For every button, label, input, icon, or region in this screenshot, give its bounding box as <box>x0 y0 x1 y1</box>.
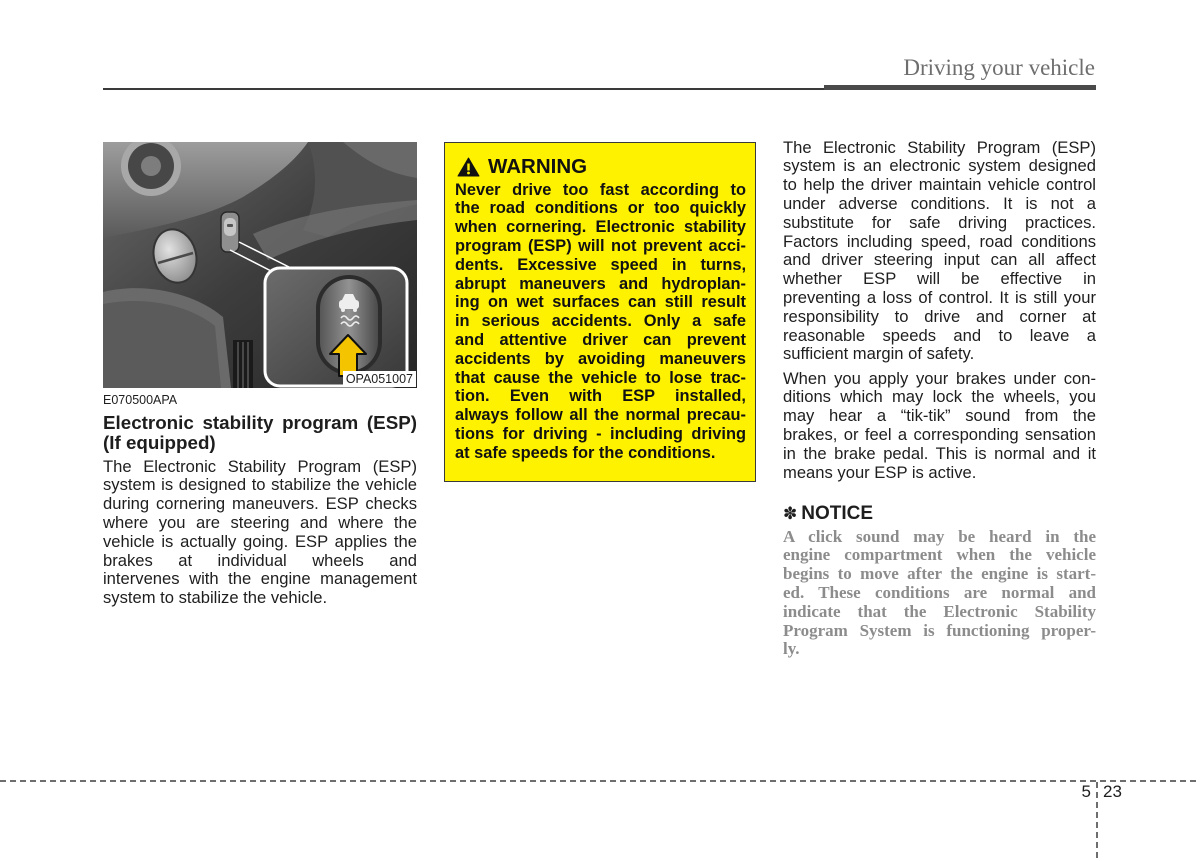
text-line: responsibility to drive and corner at <box>783 306 1096 326</box>
notice-line: begins to move after the engine is start- <box>783 564 1096 584</box>
text-line: The Electronic Stability Program (ESP) <box>103 456 417 476</box>
text-line: vehicle is actually going. ESP applies the <box>103 531 417 551</box>
esp-description-paragraph <box>783 139 1096 365</box>
warning-line: ing on wet surfaces can still result <box>455 293 746 312</box>
notice-title: NOTICE <box>801 503 874 524</box>
section-heading-line: Electronic stability program (ESP) <box>103 412 417 433</box>
text-line: and driver steering input can all affect <box>783 250 1096 270</box>
warning-line: always follow all the normal precau- <box>455 406 746 425</box>
section-title: Driving your vehicle <box>903 55 1095 80</box>
header-rule-accent <box>824 85 1096 90</box>
page-number: 23 <box>1103 782 1122 801</box>
warning-line: and attentive driver can prevent <box>455 330 746 349</box>
footer-divider <box>0 780 1200 782</box>
warning-line: when cornering. Electronic stability <box>455 218 746 237</box>
notice-line: engine compartment when the vehicle <box>783 545 1096 565</box>
figure-code: OPA051007 <box>343 371 416 387</box>
warning-line: the road conditions or too quickly <box>455 199 746 218</box>
notice-line: ed. These conditions are normal and <box>783 582 1096 602</box>
text-line: system is an electronic system designed <box>783 156 1096 176</box>
warning-line: Never drive too fast according to <box>455 180 746 199</box>
notice-line: Program System is functioning proper- <box>783 620 1096 640</box>
notice-line: indicate that the Electronic Stability <box>783 601 1096 621</box>
text-line: system to stabilize the vehicle. <box>103 588 328 608</box>
text-line: system is designed to stabilize the vehicle <box>103 475 417 495</box>
warning-line: abrupt maneuvers and hydroplan- <box>455 274 746 293</box>
section-heading-line: (If equipped) <box>103 432 216 453</box>
text-line: during cornering maneuvers. ESP checks <box>103 494 417 514</box>
warning-title: WARNING <box>488 155 588 178</box>
warning-triangle-icon <box>457 157 480 177</box>
header-rule <box>103 88 825 90</box>
dashboard-photo-image <box>103 142 417 388</box>
notice-asterisk-icon: ✽ <box>783 504 798 524</box>
text-line: where you are steering and where the <box>103 512 417 532</box>
text-line: substitute for safe driving practices. <box>783 212 1096 232</box>
text-line: intervenes with the engine management <box>103 569 417 589</box>
esp-active-paragraph <box>783 370 1096 483</box>
page-number-divider <box>1096 782 1098 861</box>
zoom-inset <box>265 268 407 386</box>
text-line: means your ESP is active. <box>783 462 977 482</box>
text-line: to help the driver maintain vehicle control <box>783 175 1096 195</box>
notice-line: ly. <box>783 639 800 659</box>
notice-line: A click sound may be heard in the <box>783 526 1096 546</box>
notice-heading <box>783 503 873 525</box>
warning-line: in serious accidents. Only a safe <box>455 312 746 331</box>
text-line: in the brake pedal. This is normal and it <box>783 443 1096 463</box>
intro-paragraph <box>103 458 417 608</box>
text-line: When you apply your brakes under con- <box>783 368 1096 388</box>
warning-line: accidents by avoiding maneuvers <box>455 349 746 368</box>
warning-line: tion. Even with ESP installed, <box>455 387 746 406</box>
lower-vent <box>233 340 253 388</box>
warning-text <box>455 181 746 463</box>
document-code: E070500APA <box>103 393 178 407</box>
switch-panel <box>221 212 239 252</box>
text-line: under adverse conditions. It is not a <box>783 193 1096 213</box>
text-line: may hear a “tik-tik” sound from the <box>783 406 1096 426</box>
warning-line: dents. Excessive speed in turns, <box>455 255 746 274</box>
text-line: preventing a loss of control. It is still your <box>783 287 1096 307</box>
text-line: reasonable speeds and to leave a <box>783 325 1096 345</box>
warning-line: that cause the vehicle to lose trac- <box>455 368 746 387</box>
chapter-number: 5 <box>1081 782 1091 801</box>
text-line: brakes, or feel a corresponding sensation <box>783 424 1096 444</box>
text-line: ditions which may lock the wheels, you <box>783 387 1096 407</box>
warning-line: tions for driving - including driving <box>455 424 746 443</box>
text-line: sufficient margin of safety. <box>783 344 975 364</box>
warning-line: at safe speeds for the conditions. <box>455 443 716 462</box>
section-heading <box>103 413 417 453</box>
text-line: Factors including speed, road conditions <box>783 231 1096 251</box>
notice-text <box>783 528 1096 660</box>
dashboard-photo <box>103 142 417 388</box>
text-line: brakes at individual wheels and <box>103 550 417 570</box>
text-line: whether ESP will be effective in <box>783 269 1096 289</box>
text-line: The Electronic Stability Program (ESP) <box>783 137 1096 157</box>
warning-line: program (ESP) will not prevent acci- <box>455 236 746 255</box>
